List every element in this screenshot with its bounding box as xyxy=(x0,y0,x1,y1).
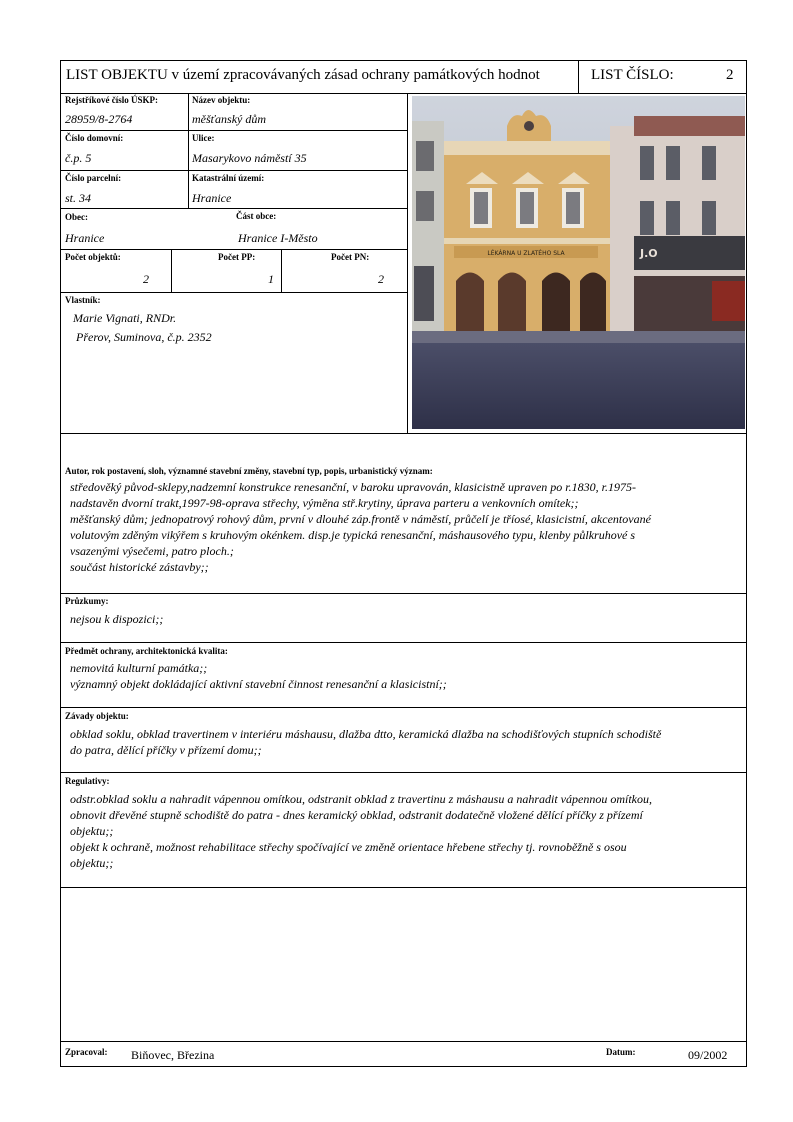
processed-by-value: Biňovec, Březina xyxy=(131,1048,215,1062)
survey-line: nejsou k dispozici;; xyxy=(70,612,164,626)
street-value: Masarykovo náměstí 35 xyxy=(192,151,307,165)
defects-label: Závady objektu: xyxy=(65,711,129,721)
regulations-label: Regulativy: xyxy=(65,776,110,786)
pp-count-label: Počet PP: xyxy=(218,252,256,262)
protection-label: Předmět ochrany, architektonická kvalita: xyxy=(65,646,228,656)
regulations-line: obnovit dřevěné stupně schodiště do patra - dnes keramický obklad, odstranit dodatečně vložené dělící příčky z přízemí xyxy=(70,808,643,822)
author-text xyxy=(70,479,740,575)
municipality-value: Hranice xyxy=(65,231,105,245)
protection-text xyxy=(70,660,740,692)
regulations-line: odstr.obklad soklu a nahradit vápennou omítkou, odstranit obklad z travertinu z máshausu a nahradit vápennou omítkou, xyxy=(70,792,652,806)
regulations-line: objektu;; xyxy=(70,824,114,838)
regulations-line: objekt k ochraně, možnost rehabilitace střechy spočívající ve změně orientace hřebene střechy tj. rovnoběžně s osou xyxy=(70,840,627,854)
shop-sign-text: LÉKÁRNA U ZLATÉHO SLA xyxy=(487,250,565,257)
pp-count-value: 1 xyxy=(268,272,274,286)
author-line: součást historické zástavby;; xyxy=(70,560,209,574)
author-line: volutovým zděným vikýřem s kruhovým okénkem. disp.je typická renesanční, máshausového typu, klenby půlkruhové s xyxy=(70,528,636,542)
building-photo xyxy=(412,96,745,429)
author-line: nadstavěn dvorní trakt,1997-98-oprava střechy, výměna stř.krytiny, úprava parteru a venkovních omítek;; xyxy=(70,496,579,510)
record-sheet xyxy=(60,60,747,1067)
municipality-label: Obec: xyxy=(65,212,88,222)
pn-count-value: 2 xyxy=(378,272,384,286)
owner-label: Vlastník: xyxy=(65,295,101,305)
defects-text xyxy=(70,726,746,758)
author-line: vsazenými výsečemi, patro ploch.; xyxy=(70,544,234,558)
processed-by-label: Zpracoval: xyxy=(65,1047,108,1057)
part-label: Část obce: xyxy=(236,211,277,221)
street-label: Ulice: xyxy=(192,133,215,143)
protection-line: významný objekt dokládající aktivní stavební činnost renesanční a klasicistní;; xyxy=(70,677,447,691)
house-no-label: Číslo domovní: xyxy=(65,133,124,143)
protection-line: nemovitá kulturní památka;; xyxy=(70,661,208,675)
owner-name: Marie Vignati, RNDr. xyxy=(73,311,177,325)
cadastre-label: Katastrální území: xyxy=(192,173,265,183)
pn-count-label: Počet PN: xyxy=(331,252,370,262)
cadastre-value: Hranice xyxy=(192,191,232,205)
part-value: Hranice I-Město xyxy=(238,231,318,245)
sheet-title: LIST OBJEKTU v území zpracovávaných zásad ochrany památkových hodnot xyxy=(66,67,540,83)
defects-line: do patra, dělící příčky v přízemí domu;; xyxy=(70,743,262,757)
date-value: 09/2002 xyxy=(688,1048,728,1062)
author-line: středověký původ-sklepy,nadzemní konstrukce renesanční, v baroku upravován, klasicistně upraven po r.1830, r.1975- xyxy=(70,480,636,494)
objects-count-label: Počet objektů: xyxy=(65,252,121,262)
regulations-text xyxy=(70,791,746,871)
parcel-label: Číslo parcelní: xyxy=(65,173,122,183)
objects-count-value: 2 xyxy=(143,272,149,286)
object-name-label: Název objektu: xyxy=(192,95,251,105)
parcel-value: st. 34 xyxy=(65,191,92,205)
sheet-number: 2 xyxy=(726,67,734,83)
side-sign-text: J.O xyxy=(640,247,658,260)
author-line: měšťanský dům; jednopatrový rohový dům, první v dlouhé záp.frontě v náměstí, průčelí je tříosé, klasicistní, akcentované xyxy=(70,512,651,526)
sheet-number-label: LIST ČÍSLO: xyxy=(591,67,674,83)
owner-address: Přerov, Suminova, č.p. 2352 xyxy=(76,330,212,344)
reg-no-value: 28959/8-2764 xyxy=(65,112,133,126)
defects-line: obklad soklu, obklad travertinem v interiéru máshausu, dlažba dtto, keramická dlažba na schodišťových stupních schodiště xyxy=(70,727,662,741)
object-name-value: měšťanský dům xyxy=(192,112,267,126)
reg-no-label: Rejstříkové číslo ÚSKP: xyxy=(65,95,158,105)
survey-text xyxy=(70,611,740,627)
regulations-line: objektu;; xyxy=(70,856,114,870)
building-photo-drawing xyxy=(412,96,745,429)
date-label: Datum: xyxy=(606,1047,636,1057)
author-label: Autor, rok postavení, sloh, významné stavební změny, stavební typ, popis, urbanistický význam: xyxy=(65,466,433,476)
survey-label: Průzkumy: xyxy=(65,596,109,606)
house-no-value: č.p. 5 xyxy=(65,151,92,165)
